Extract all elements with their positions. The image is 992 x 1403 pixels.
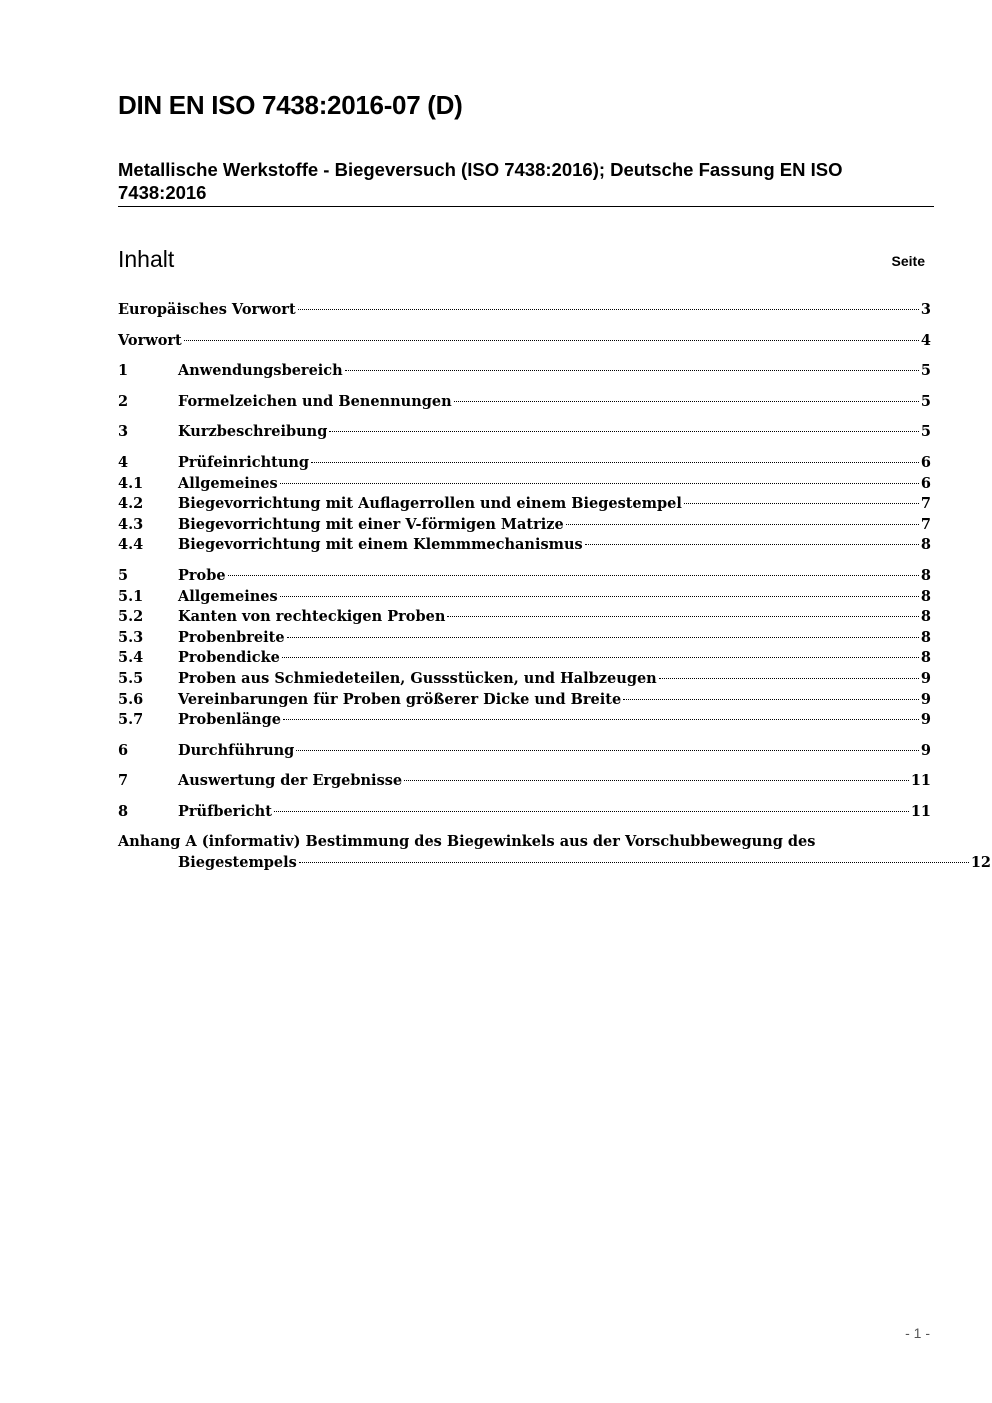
table-of-contents (118, 300, 991, 874)
toc-entry-page: 8 (920, 587, 931, 605)
toc-entry-page: 7 (920, 495, 931, 513)
toc-entry-page: 5 (920, 362, 931, 380)
toc-dot-leader (282, 657, 919, 658)
toc-entry-title: Anwendungsbereich (178, 362, 343, 380)
toc-entry-number: 6 (118, 741, 129, 759)
toc-entry-section-5-6[interactable] (118, 690, 931, 711)
toc-dot-leader (585, 544, 919, 545)
toc-entry-page: 5 (920, 392, 931, 410)
toc-entry-page: 3 (920, 301, 931, 318)
toc-dot-leader (280, 596, 919, 597)
toc-dot-leader (287, 637, 919, 638)
toc-entry-page: 8 (920, 628, 931, 646)
toc-entry-section-5-2[interactable] (118, 607, 931, 628)
document-title: DIN EN ISO 7438:2016-07 (D) (118, 90, 463, 120)
toc-entry-european-foreword[interactable] (118, 300, 931, 321)
toc-entry-title: Probenbreite (178, 628, 285, 646)
toc-entry-title: Biegestempels (178, 854, 297, 872)
toc-entry-section-8[interactable] (118, 802, 931, 823)
toc-entry-section-5-1[interactable] (118, 587, 931, 608)
toc-entry-number: 1 (118, 362, 129, 380)
toc-dot-leader (283, 719, 919, 720)
toc-entry-title: Allgemeines (178, 587, 278, 605)
toc-entry-page: 11 (910, 802, 931, 820)
toc-entry-title: Europäisches Vorwort (118, 301, 296, 318)
title-divider (118, 206, 934, 207)
toc-entry-title: Prüfbericht (178, 802, 272, 820)
toc-entry-section-3[interactable] (118, 422, 931, 443)
toc-dot-leader (274, 811, 909, 812)
toc-entry-page: 12 (970, 854, 991, 872)
page-column-label: Seite (891, 253, 925, 269)
toc-dot-leader (299, 862, 969, 863)
toc-entry-section-5-3[interactable] (118, 628, 931, 649)
toc-dot-leader (404, 780, 909, 781)
toc-entry-section-4-4[interactable] (118, 535, 931, 556)
toc-entry-title: Probendicke (178, 649, 280, 667)
toc-entry-title: Biegevorrichtung mit einer V-förmigen Matrize (178, 515, 564, 533)
toc-annex-a-heading[interactable]: Anhang A (informativ) Bestimmung des Biegewinkels aus der Vorschubbewegung des (118, 833, 816, 851)
toc-entry-title: Durchführung (178, 741, 295, 759)
toc-entry-number: 5 (118, 566, 129, 584)
toc-entry-annex-a[interactable] (118, 853, 991, 874)
toc-entry-foreword[interactable] (118, 331, 931, 352)
toc-entry-title: Allgemeines (178, 474, 278, 492)
toc-entry-number: 4 (118, 453, 129, 471)
toc-entry-page: 7 (920, 515, 931, 533)
toc-entry-title: Probenlänge (178, 711, 281, 729)
toc-entry-number: 7 (118, 772, 129, 790)
toc-dot-leader (311, 462, 919, 463)
toc-entry-page: 9 (920, 669, 931, 687)
page-number: - 1 - (905, 1325, 930, 1341)
toc-dot-leader (296, 750, 919, 751)
toc-dot-leader (566, 524, 919, 525)
toc-entry-page: 9 (920, 690, 931, 708)
contents-heading: Inhalt (118, 246, 175, 272)
toc-entry-page: 9 (920, 711, 931, 729)
toc-entry-title: Auswertung der Ergebnisse (178, 772, 403, 790)
toc-entry-title: Probe (178, 566, 226, 584)
toc-dot-leader (447, 616, 919, 617)
toc-entry-page: 4 (920, 331, 931, 349)
toc-entry-number: 5.3 (118, 628, 144, 646)
toc-dot-leader (298, 309, 919, 310)
toc-entry-title: Vorwort (118, 331, 182, 349)
toc-dot-leader (623, 699, 919, 700)
toc-entry-title: Vereinbarungen für Proben größerer Dicke und Breite (178, 690, 622, 708)
toc-entry-section-7[interactable] (118, 771, 931, 792)
toc-entry-section-4-3[interactable] (118, 515, 931, 536)
toc-dot-leader (184, 340, 919, 341)
toc-dot-leader (345, 370, 919, 371)
toc-entry-title: Prüfeinrichtung (178, 453, 310, 471)
toc-entry-number: 5.1 (118, 587, 144, 605)
toc-entry-page: 11 (910, 772, 931, 790)
toc-dot-leader (228, 575, 919, 576)
toc-entry-page: 5 (920, 423, 931, 441)
toc-entry-number: 4.2 (118, 495, 144, 513)
toc-entry-number: 5.6 (118, 690, 144, 708)
toc-entry-number: 4.4 (118, 536, 144, 554)
toc-entry-number: 4.1 (118, 474, 144, 492)
toc-entry-number: 5.5 (118, 669, 144, 687)
toc-entry-number: 4.3 (118, 515, 144, 533)
toc-entry-page: 8 (920, 536, 931, 554)
toc-entry-number: 3 (118, 423, 129, 441)
toc-entry-title: Biegevorrichtung mit einem Klemmmechanismus (178, 536, 583, 554)
toc-entry-section-4-1[interactable] (118, 474, 931, 495)
toc-entry-page: 8 (920, 649, 931, 667)
toc-entry-section-5-7[interactable] (118, 710, 931, 731)
toc-entry-section-5-5[interactable] (118, 669, 931, 690)
toc-entry-section-1[interactable] (118, 361, 931, 382)
toc-entry-section-5[interactable] (118, 566, 931, 587)
document-subtitle: Metallische Werkstoffe - Biegeversuch (ISO 7438:2016); Deutsche Fassung EN ISO 7438:2016 (118, 159, 843, 203)
toc-dot-leader (329, 431, 919, 432)
toc-entry-section-6[interactable] (118, 741, 931, 762)
toc-entry-number: 5.2 (118, 608, 144, 626)
toc-dot-leader (454, 401, 919, 402)
toc-entry-page: 8 (920, 608, 931, 626)
toc-entry-section-4-2[interactable] (118, 494, 931, 515)
toc-entry-number: 2 (118, 392, 129, 410)
toc-entry-page: 9 (920, 741, 931, 759)
toc-entry-page: 6 (920, 474, 931, 492)
toc-entry-section-2[interactable] (118, 392, 931, 413)
toc-entry-title: Biegevorrichtung mit Auflagerrollen und einem Biegestempel (178, 495, 682, 513)
toc-dot-leader (280, 483, 919, 484)
toc-dot-leader (684, 503, 919, 504)
toc-entry-page: 6 (920, 453, 931, 471)
toc-entry-number: 5.4 (118, 649, 144, 667)
toc-entry-title: Kanten von rechteckigen Proben (178, 608, 446, 626)
toc-entry-section-5-4[interactable] (118, 648, 931, 669)
toc-entry-number: 5.7 (118, 711, 144, 729)
toc-entry-title: Kurzbeschreibung (178, 423, 328, 441)
toc-entry-page: 8 (920, 566, 931, 584)
toc-entry-number: 8 (118, 802, 129, 820)
toc-entry-title: Formelzeichen und Benennungen (178, 392, 452, 410)
toc-entry-section-4[interactable] (118, 453, 931, 474)
toc-entry-title: Proben aus Schmiedeteilen, Gussstücken, und Halbzeugen (178, 669, 657, 687)
toc-dot-leader (659, 678, 919, 679)
